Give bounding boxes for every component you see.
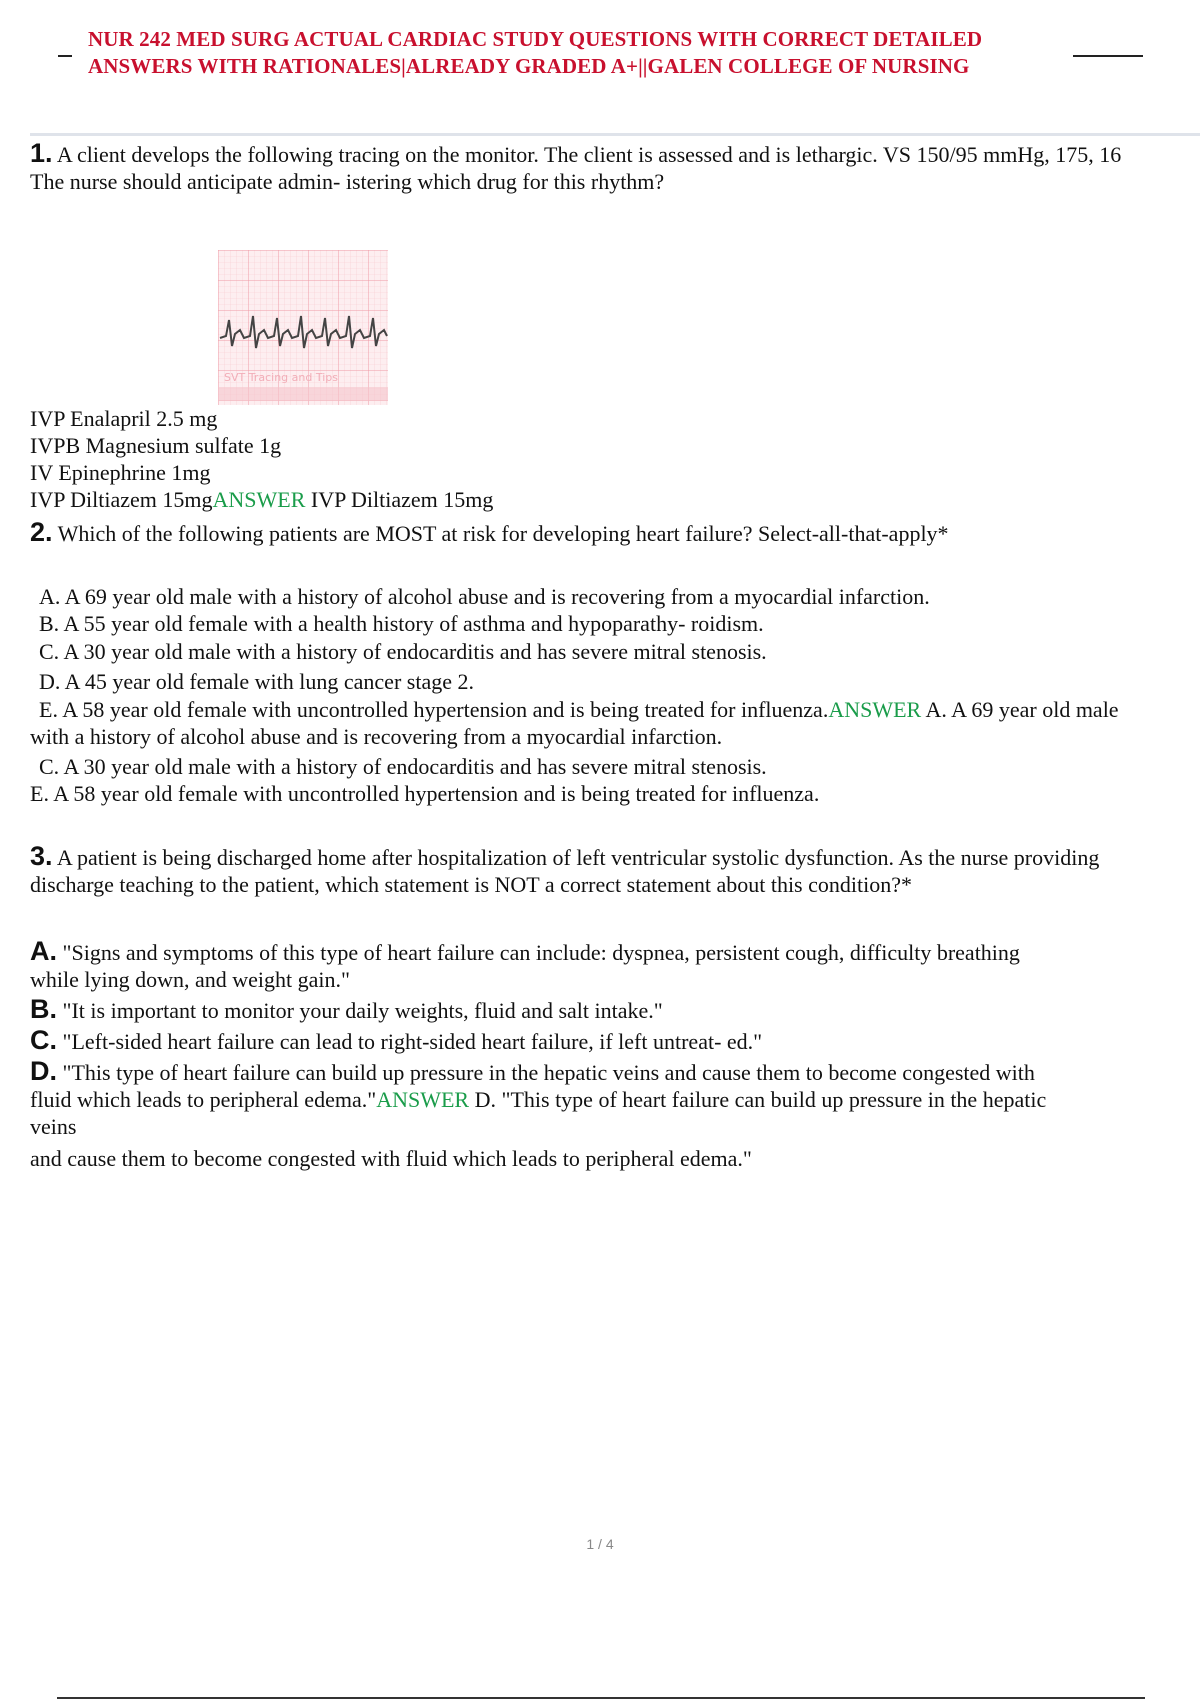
question-2-answer-line4: E. A 58 year old female with uncontrolled hypertension and is being treated for influenza.: [30, 781, 820, 806]
document-header: [88, 26, 1068, 80]
question-1: [30, 140, 1200, 513]
question-2-option-d: D. A 45 year old female with lung cancer stage 2.: [39, 669, 474, 694]
question-1-number: 1.: [30, 140, 53, 168]
question-1-stem-line1: [30, 140, 1200, 168]
question-3: [30, 843, 1200, 1172]
question-3-option-d-letter: D.: [30, 1056, 57, 1086]
question-3-answer-line1: D. "This type of heart failure can build up pressure in the hepatic: [469, 1087, 1047, 1112]
question-2-stem: [30, 519, 1200, 547]
question-3-option-b-line1: "It is important to monitor your daily weights, fluid and salt intake.": [62, 998, 663, 1023]
question-3-option-b: [30, 996, 1200, 1024]
question-3-option-d-line2-with-answer: [30, 1086, 1200, 1113]
question-1-stem-line2: The nurse should anticipate admin- istering which drug for this rhythm?: [30, 169, 665, 194]
question-3-option-b-letter: B.: [30, 994, 57, 1024]
question-1-answer-keyword: ANSWER: [212, 487, 306, 512]
question-3-option-a-line2: while lying down, and weight gain.": [30, 967, 350, 992]
question-3-option-d-line1: "This type of heart failure can build up pressure in the hepatic veins and cause them to become congested with: [62, 1060, 1035, 1085]
question-2-answer-line1: A. A 69 year old male: [921, 697, 1119, 722]
question-1-stem-text: A client develops the following tracing on the monitor. The client is assessed and is lethargic. VS 150/95 mmHg, 175, 16: [56, 142, 1122, 167]
question-2-option-c: C. A 30 year old male with a history of endocarditis and has severe mitral stenosis.: [39, 639, 767, 664]
question-2-answer-line2: with a history of alcohol abuse and is recovering from a myocardial infarction.: [30, 724, 723, 749]
question-1-options: [30, 405, 1200, 513]
footer-rule: [57, 1697, 1145, 1699]
question-3-option-c-line1: "Left-sided heart failure can lead to right-sided heart failure, if left untreat- ed.": [62, 1029, 763, 1054]
question-3-stem-text: A patient is being discharged home after hospitalization of left ventricular systolic dysfunction. As the nurse providing: [56, 845, 1100, 870]
header-divider: [30, 133, 1200, 136]
document-body: [30, 140, 1200, 1172]
question-3-option-a: [30, 938, 1200, 993]
page-number: 1 / 4: [586, 1536, 614, 1552]
ecg-caption: SVT Tracing and Tips: [224, 371, 338, 384]
question-3-option-a-letter: A.: [30, 936, 57, 966]
header-rule-left: [58, 55, 72, 57]
header-rule-right: [1073, 55, 1143, 57]
question-2-option-a: A. A 69 year old male with a history of alcohol abuse and is recovering from a myocardial infarction.: [39, 584, 930, 609]
question-1-option-1: IVP Enalapril 2.5 mg: [30, 406, 218, 431]
header-title-line1: NUR 242 MED SURG ACTUAL CARDIAC STUDY QUESTIONS WITH CORRECT DETAILED: [88, 27, 983, 51]
question-3-stem-line1: [30, 843, 1200, 871]
question-2-stem-text: Which of the following patients are MOST at risk for developing heart failure? Select-all-that-apply*: [57, 521, 949, 546]
question-1-option-4-with-answer: [30, 486, 1200, 513]
question-3-option-a-line1: "Signs and symptoms of this type of heart failure can include: dyspnea, persistent cough, difficulty breathing: [62, 940, 1020, 965]
question-3-option-d: [30, 1058, 1200, 1172]
question-2-option-b: B. A 55 year old female with a health history of asthma and hypoparathy- roidism.: [39, 611, 764, 636]
question-2: [30, 519, 1200, 807]
ecg-rhythm-strip-image: [218, 250, 388, 405]
question-1-option-4-text: IVP Diltiazem 15mg: [30, 487, 213, 512]
question-2-answer-keyword: ANSWER: [828, 697, 922, 722]
question-3-number: 3.: [30, 843, 53, 871]
question-1-answer-text: IVP Diltiazem 15mg: [305, 487, 494, 512]
question-2-option-e-text: E. A 58 year old female with uncontrolled hypertension and is being treated for influenza.: [39, 697, 829, 722]
question-2-option-e-with-answer: [30, 696, 1200, 723]
question-3-option-d-line2: fluid which leads to peripheral edema.": [30, 1087, 377, 1112]
question-1-option-3: IV Epinephrine 1mg: [30, 460, 211, 485]
header-title-line2: ANSWERS WITH RATIONALES|ALREADY GRADED A+||GALEN COLLEGE OF NURSING: [88, 54, 970, 78]
question-2-number: 2.: [30, 517, 53, 547]
question-3-options: [30, 938, 1200, 1172]
question-3-answer-keyword: ANSWER: [376, 1087, 470, 1112]
question-3-answer-line3: and cause them to become congested with fluid which leads to peripheral edema.": [30, 1146, 752, 1171]
question-2-answer-line3: C. A 30 year old male with a history of endocarditis and has severe mitral stenosis.: [39, 754, 767, 779]
question-3-answer-line2: veins: [30, 1114, 77, 1139]
question-2-options: [30, 583, 1200, 807]
question-3-option-c-letter: C.: [30, 1025, 57, 1055]
question-3-option-c: [30, 1027, 1200, 1055]
question-1-option-2: IVPB Magnesium sulfate 1g: [30, 433, 282, 458]
question-3-stem-line2: discharge teaching to the patient, which statement is NOT a correct statement about this condition?*: [30, 872, 912, 897]
